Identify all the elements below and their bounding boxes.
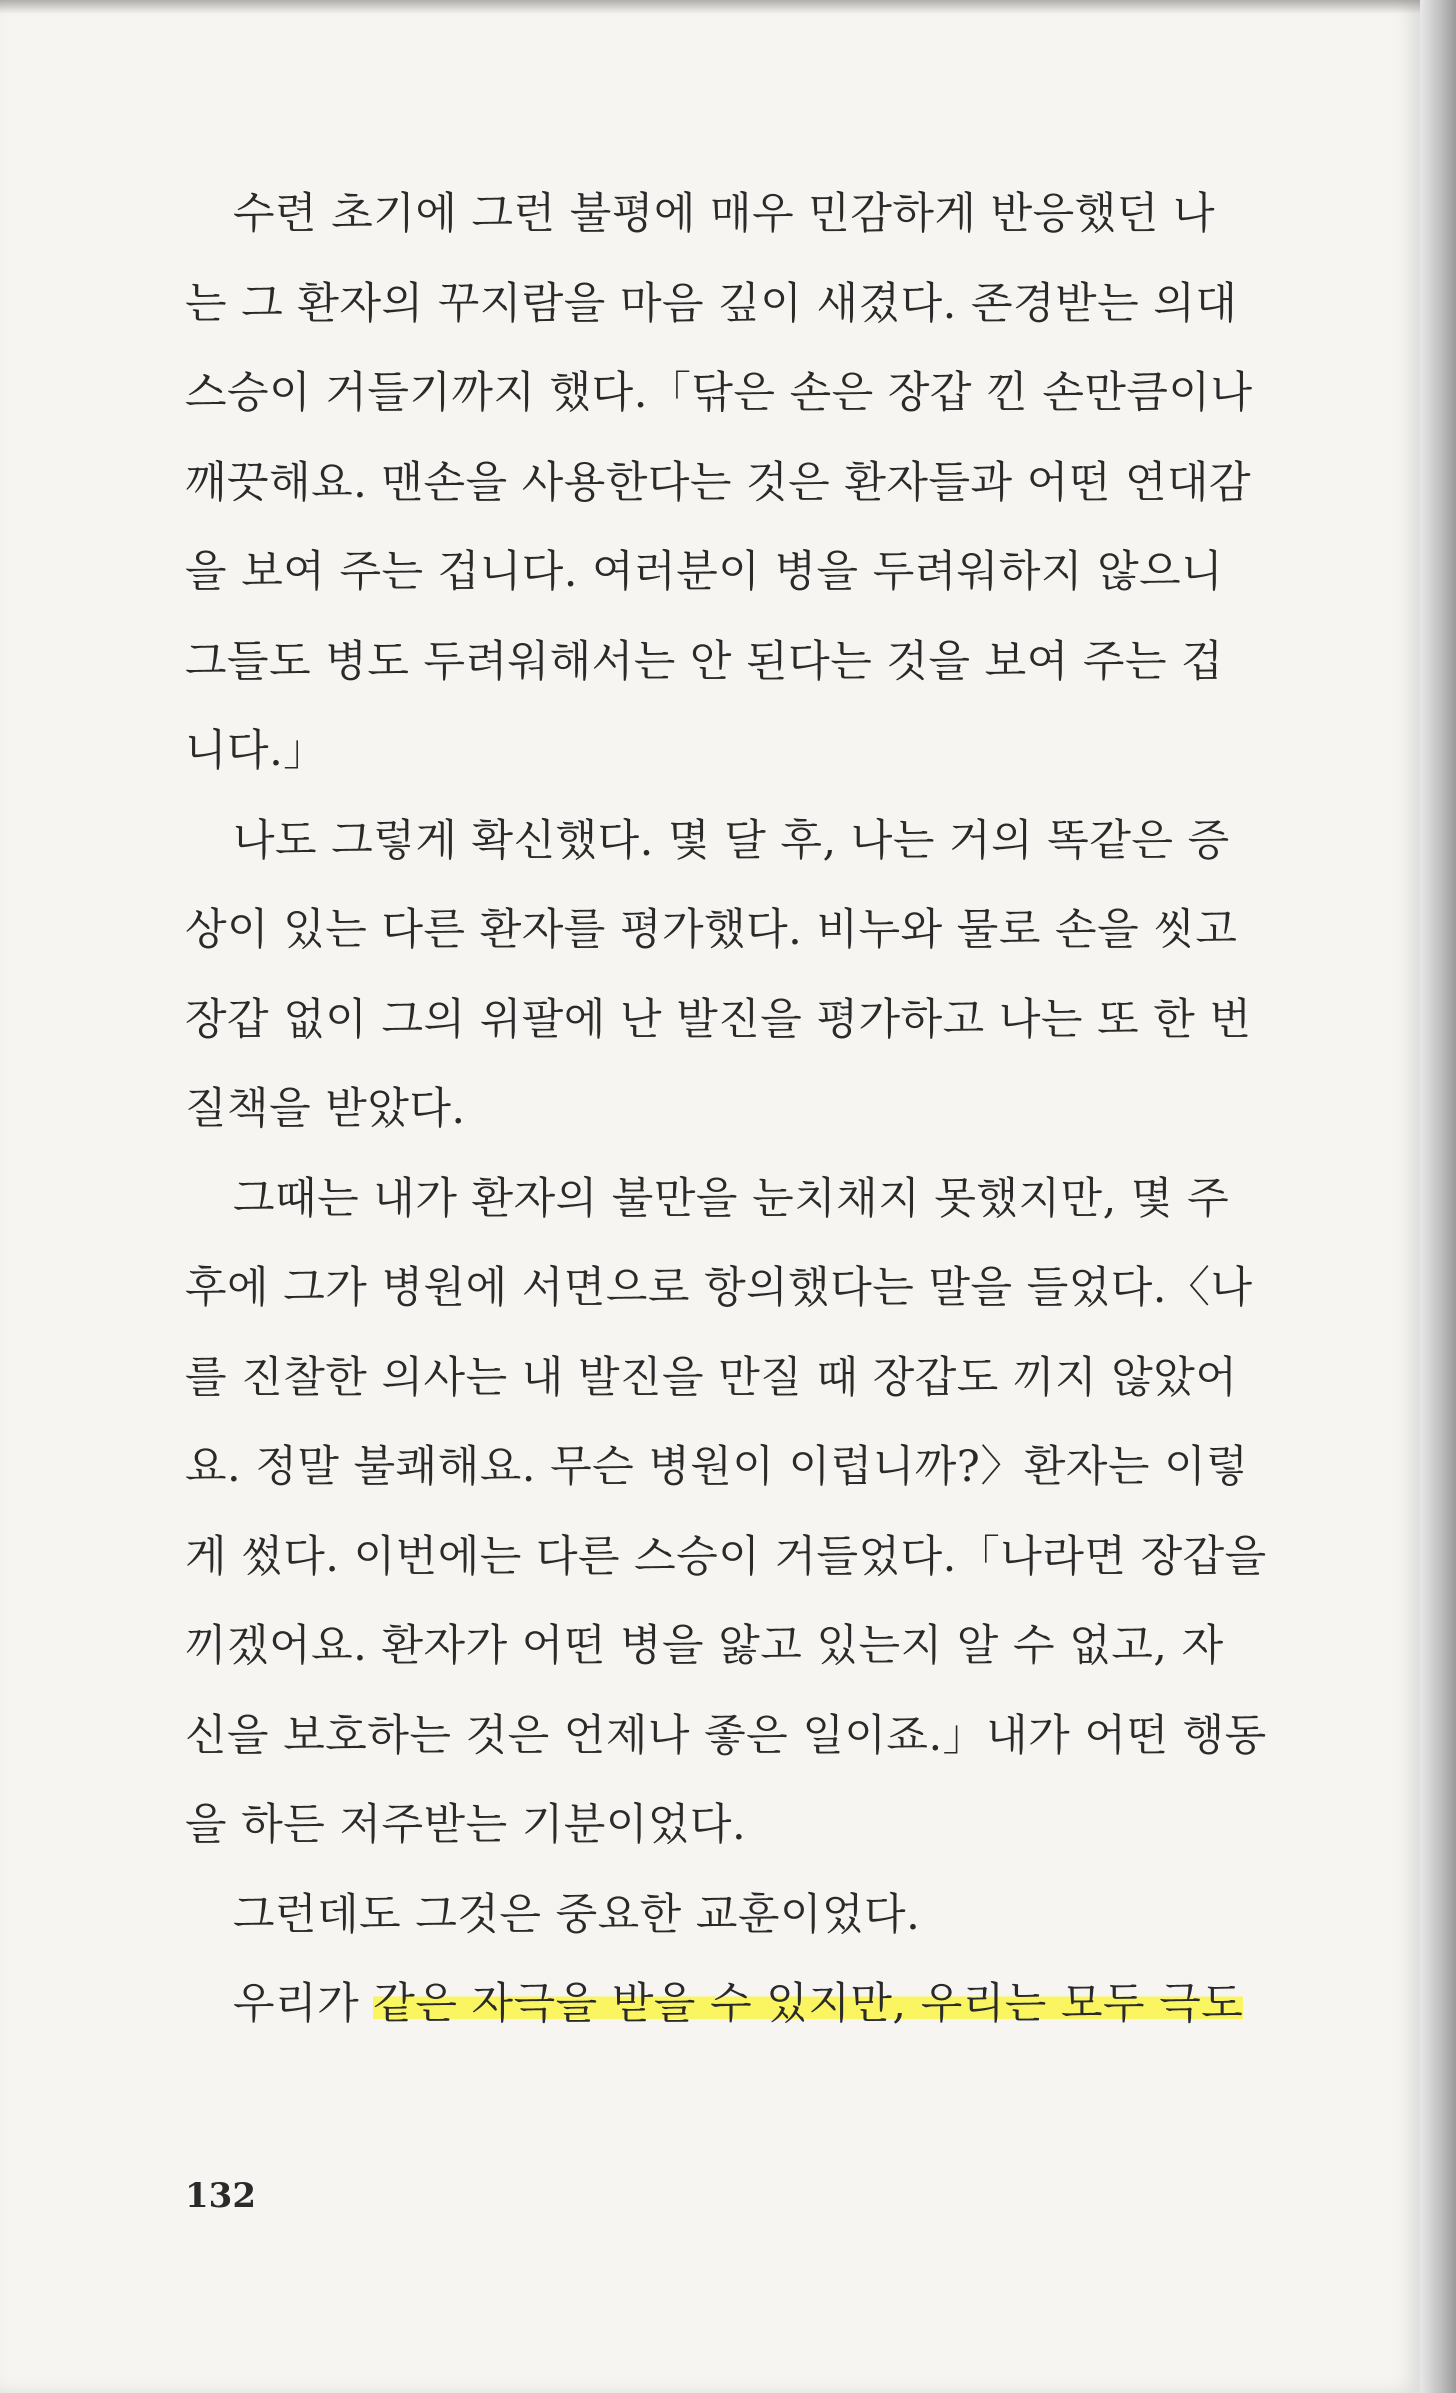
text-line: 그때는 내가 환자의 불만을 눈치채지 못했지만, 몇 주 [233,1173,1230,1224]
highlighted-text-line [185,1960,1285,2050]
text-line: 끼겠어요. 환자가 어떤 병을 앓고 있는지 알 수 없고, 자 [185,1621,1224,1671]
text-line: 을 보여 주는 겁니다. 여러분이 병을 두려워하지 않으니 [185,547,1224,597]
text-line: 질책을 받았다. [185,1084,466,1134]
text-line: 후에 그가 병원에 서면으로 항의했다는 말을 들었다.〈나 [185,1263,1253,1313]
text-line: 스승이 거들기까지 했다.「닦은 손은 장갑 낀 손만큼이나 [185,368,1253,418]
text-line: 깨끗해요. 맨손을 사용한다는 것은 환자들과 어떤 연대감 [185,457,1252,508]
text-line: 장갑 없이 그의 위팔에 난 발진을 평가하고 나는 또 한 번 [185,994,1252,1045]
text-line: 게 썼다. 이번에는 다른 스승이 거들었다.「나라면 장갑을 [185,1531,1267,1582]
highlighter-mark: 같은 자극을 받을 수 있지만, 우리는 모두 극도 [373,1979,1244,2029]
text-line: 니다.」 [185,726,327,776]
text-line: 요. 정말 불쾌해요. 무슨 병원이 이럽니까?〉환자는 이렇 [185,1442,1249,1492]
text-line: 그런데도 그것은 중요한 교훈이었다. [233,1889,921,1940]
body-text [185,170,1285,2050]
last-line-plain: 우리가 [233,1979,374,2029]
text-line: 신을 보호하는 것은 언제나 좋은 일이죠.」내가 어떤 행동 [185,1710,1267,1761]
text-line: 수련 초기에 그런 불평에 매우 민감하게 반응했던 나 [233,189,1215,239]
page-number: 132 [185,2176,256,2216]
text-line: 그들도 병도 두려워해서는 안 된다는 것을 보여 주는 겁 [185,636,1224,687]
text-line: 상이 있는 다른 환자를 평가했다. 비누와 물로 손을 씻고 [185,905,1238,955]
page-top-shadow [0,0,1420,14]
text-line: 를 진찰한 의사는 내 발진을 만질 때 장갑도 끼지 않았어 [185,1352,1238,1403]
text-line: 나도 그렇게 확신했다. 몇 달 후, 나는 거의 똑같은 증 [233,815,1230,866]
text-line: 을 하든 저주받는 기분이었다. [185,1800,747,1850]
page-edge [1420,0,1456,2393]
text-line: 는 그 환자의 꾸지람을 마음 깊이 새겼다. 존경받는 의대 [185,278,1238,329]
